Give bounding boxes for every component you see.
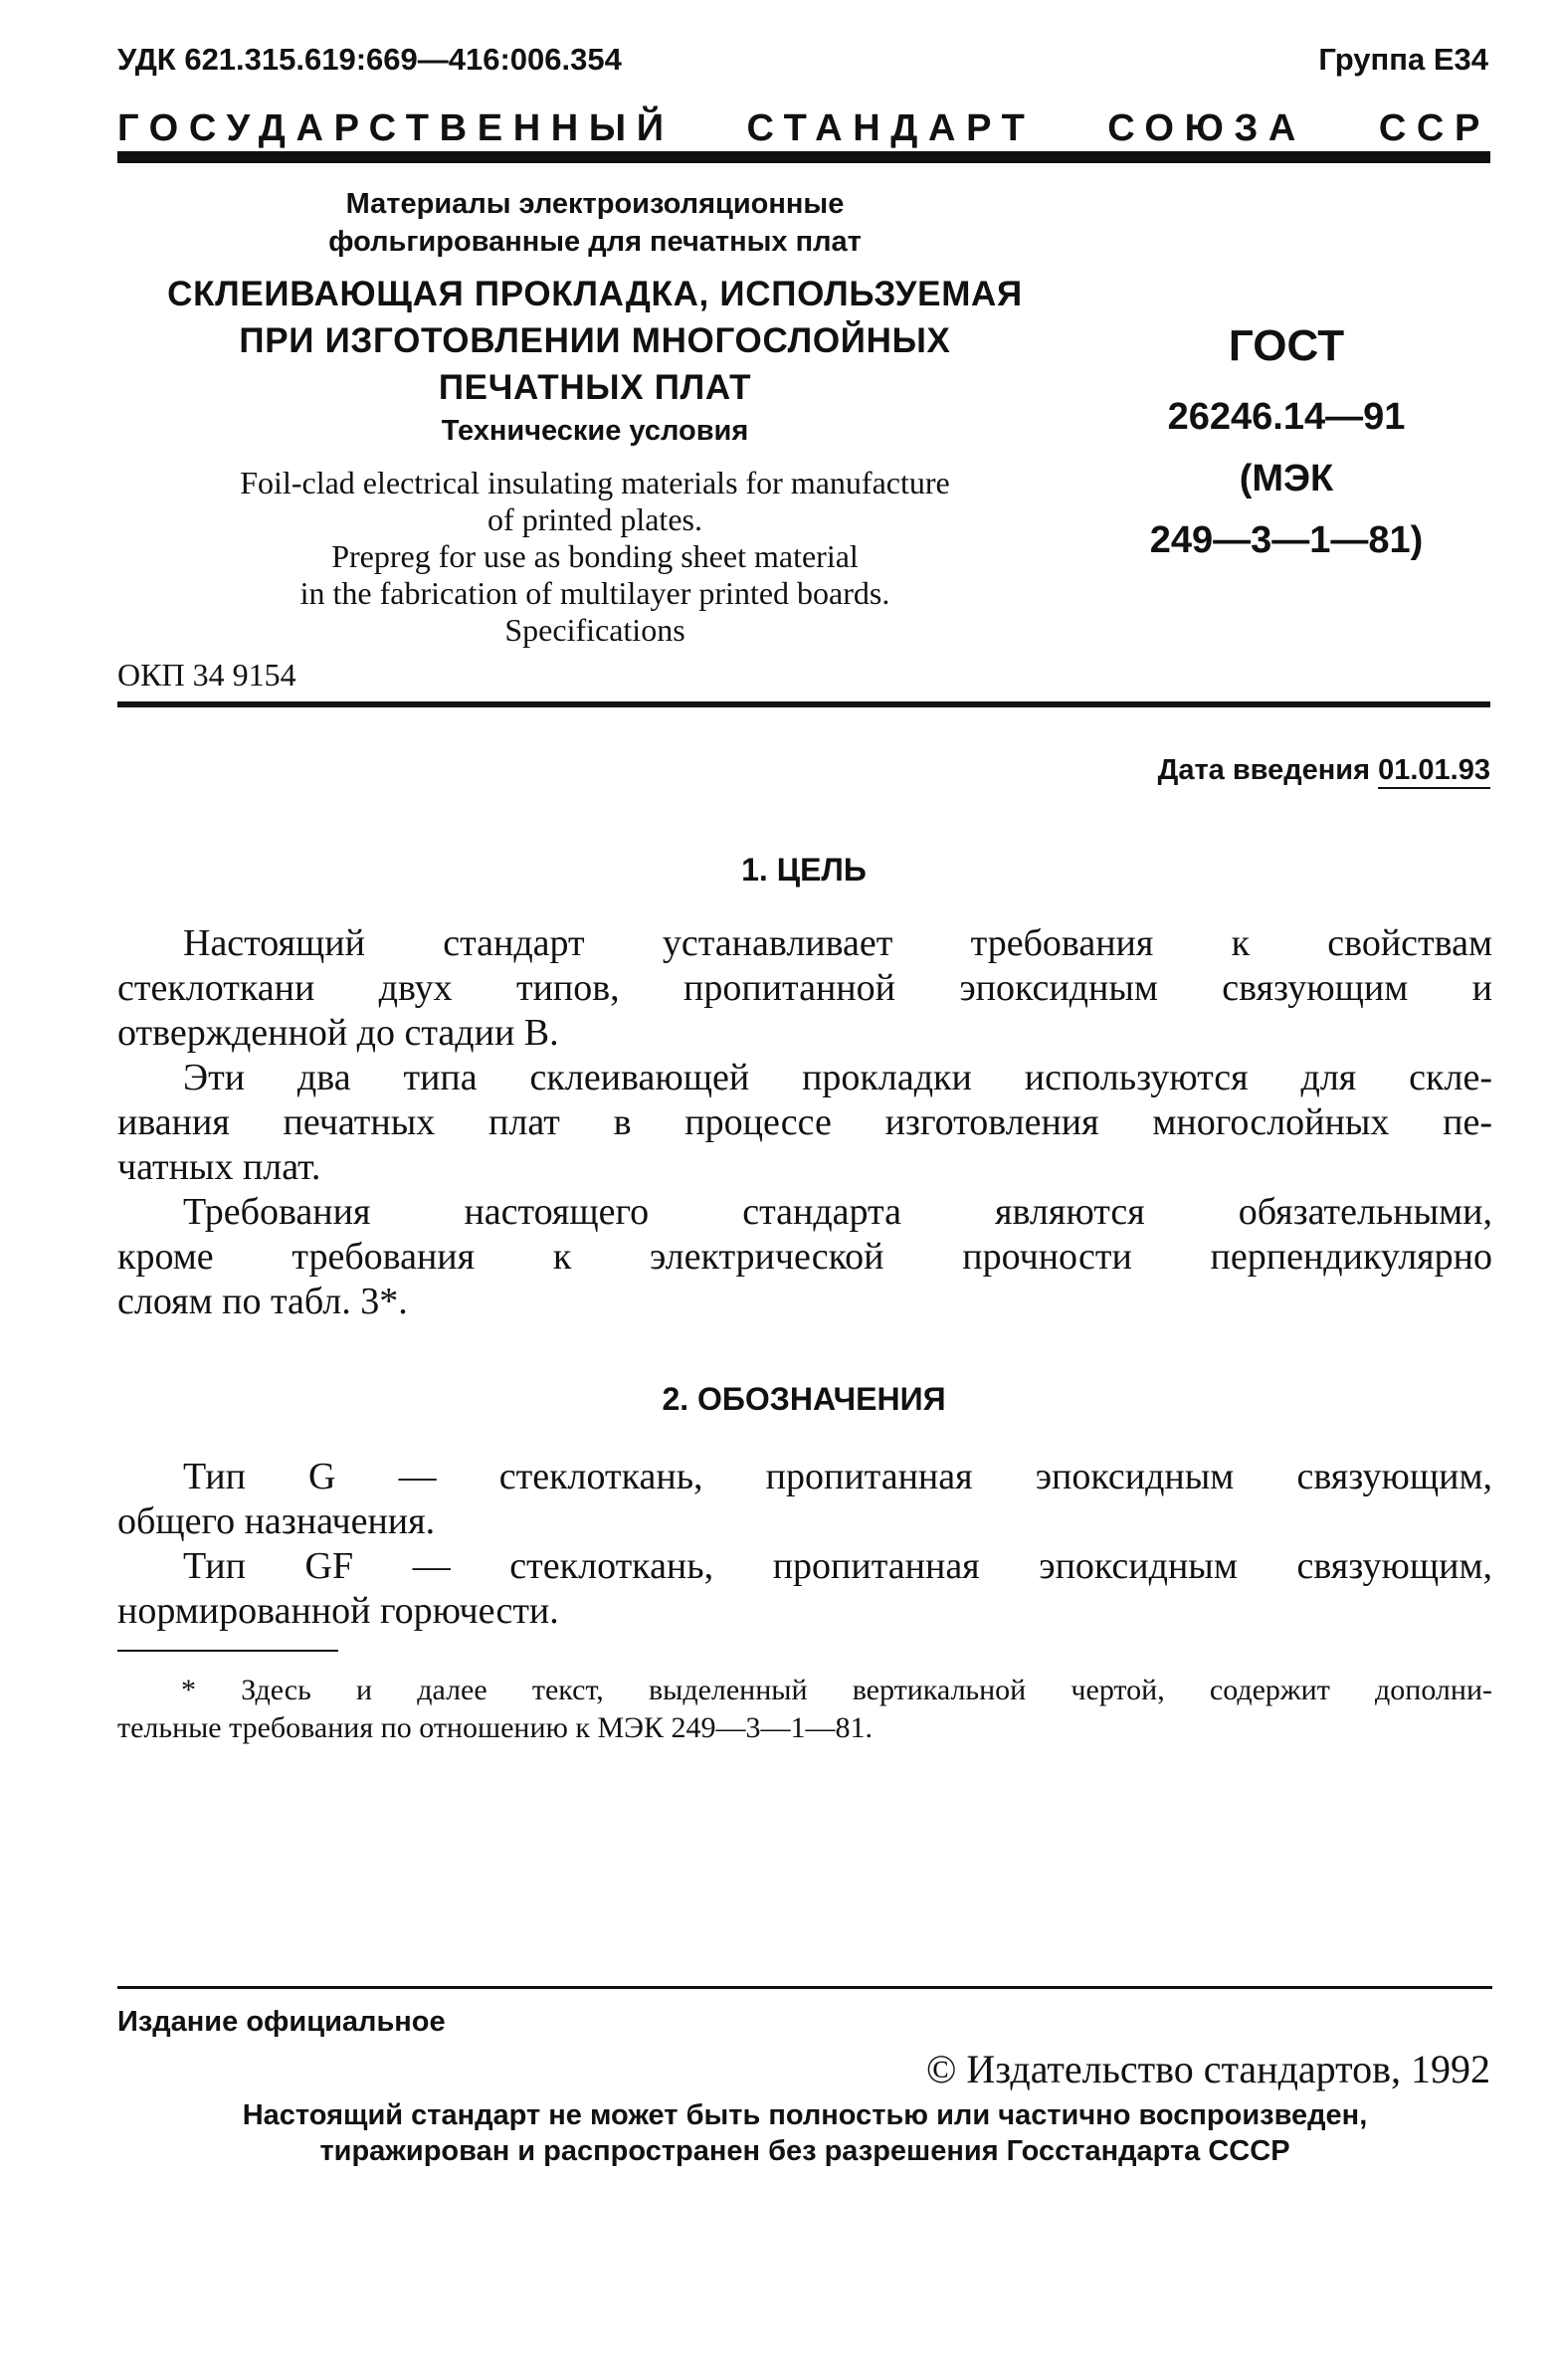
- footnote: [117, 1672, 1492, 1747]
- text-line: Эти два типа склеивающей прокладки используются для скле-: [183, 1057, 1492, 1098]
- footnote-rule: [117, 1650, 338, 1652]
- text-line: ивания печатных плат в процессе изготовления многослойных пе-: [117, 1101, 1492, 1143]
- udk-code: УДК 621.315.619:669—416:006.354: [117, 42, 622, 77]
- text-line: Тип GF — стеклоткань, пропитанная эпоксидным связующим,: [183, 1545, 1492, 1587]
- category: [117, 185, 1072, 261]
- intro-date-value: 01.01.93: [1378, 754, 1490, 786]
- iec-line-1: (МЭК: [1239, 458, 1334, 499]
- designation-block: [1102, 316, 1470, 571]
- text-line: нормированной горючести.: [117, 1590, 559, 1632]
- main-title: [117, 271, 1072, 411]
- footnote-line: тельные требования по отношению к МЭК 249—3—1—81.: [117, 1711, 873, 1744]
- english-title-line: Foil-clad electrical insulating materials for manufacture: [240, 465, 950, 500]
- english-title: [117, 465, 1072, 649]
- category-line: Материалы электроизоляционные: [345, 188, 845, 220]
- text-line: кроме требования к электрической прочности перпендикулярно: [117, 1236, 1492, 1278]
- text-line: отвержденной до стадии В.: [117, 1012, 559, 1054]
- english-title-line: Specifications: [504, 612, 685, 648]
- english-title-line: in the fabrication of multilayer printed boards.: [299, 575, 890, 611]
- title-block: [117, 185, 1072, 649]
- iec-line-2: 249—3—1—81): [1149, 519, 1424, 561]
- header-rule: [117, 151, 1490, 163]
- text-line: Тип G — стеклоткань, пропитанная эпоксидным связующим,: [183, 1456, 1492, 1497]
- main-title-line: ПРИ ИЗГОТОВЛЕНИИ МНОГОСЛОЙНЫХ: [239, 321, 951, 360]
- state-standard-heading: ГОСУДАРСТВЕННЫЙ СТАНДАРТ СОЮЗА ССР: [117, 107, 1490, 149]
- paragraph: [117, 1190, 1492, 1324]
- intro-date-label: Дата введения: [1157, 754, 1371, 786]
- gost-label: ГОСТ: [1228, 321, 1345, 370]
- notice-line: Настоящий стандарт не может быть полностью или частично воспроизведен,: [242, 2099, 1368, 2131]
- title-bottom-rule: [117, 701, 1490, 707]
- subtitle: Технические условия: [441, 415, 749, 447]
- text-line: стеклоткани двух типов, пропитанной эпоксидным связующим и: [117, 967, 1492, 1009]
- paragraph: [117, 1455, 1492, 1544]
- group-code: Группа Е34: [1318, 42, 1488, 77]
- section-1-heading: 1. ЦЕЛЬ: [741, 852, 867, 888]
- text-line: слоям по табл. 3*.: [117, 1281, 408, 1322]
- main-title-line: ПЕЧАТНЫХ ПЛАТ: [438, 368, 752, 407]
- section-1-body: [117, 921, 1492, 1324]
- footnote-line: * Здесь и далее текст, выделенный вертикальной чертой, содержит дополни-: [181, 1674, 1492, 1706]
- paragraph: [117, 1056, 1492, 1190]
- okp-code: ОКП 34 9154: [117, 657, 296, 693]
- reproduction-notice: [117, 2097, 1492, 2169]
- paragraph: [117, 1544, 1492, 1634]
- text-line: чатных плат.: [117, 1146, 321, 1188]
- notice-line: тиражирован и распространен без разрешения Госстандарта СССР: [319, 2135, 1290, 2167]
- main-title-line: СКЛЕИВАЮЩАЯ ПРОКЛАДКА, ИСПОЛЬЗУЕМАЯ: [167, 275, 1023, 313]
- english-title-line: Prepreg for use as bonding sheet material: [331, 538, 859, 574]
- edition-label: Издание официальное: [117, 2006, 446, 2038]
- copyright: © Издательство стандартов, 1992: [925, 2047, 1490, 2091]
- footer-rule: [117, 1986, 1492, 1989]
- section-2-body: [117, 1455, 1492, 1634]
- english-title-line: of printed plates.: [487, 501, 702, 537]
- gost-number: 26246.14—91: [1167, 396, 1406, 438]
- text-line: общего назначения.: [117, 1500, 436, 1542]
- category-line: фольгированные для печатных плат: [328, 226, 862, 258]
- section-2-heading: 2. ОБОЗНАЧЕНИЯ: [662, 1381, 946, 1417]
- intro-date: [1158, 754, 1490, 787]
- text-line: Настоящий стандарт устанавливает требования к свойствам: [183, 922, 1492, 964]
- text-line: Требования настоящего стандарта являются обязательными,: [183, 1191, 1492, 1233]
- paragraph: [117, 921, 1492, 1056]
